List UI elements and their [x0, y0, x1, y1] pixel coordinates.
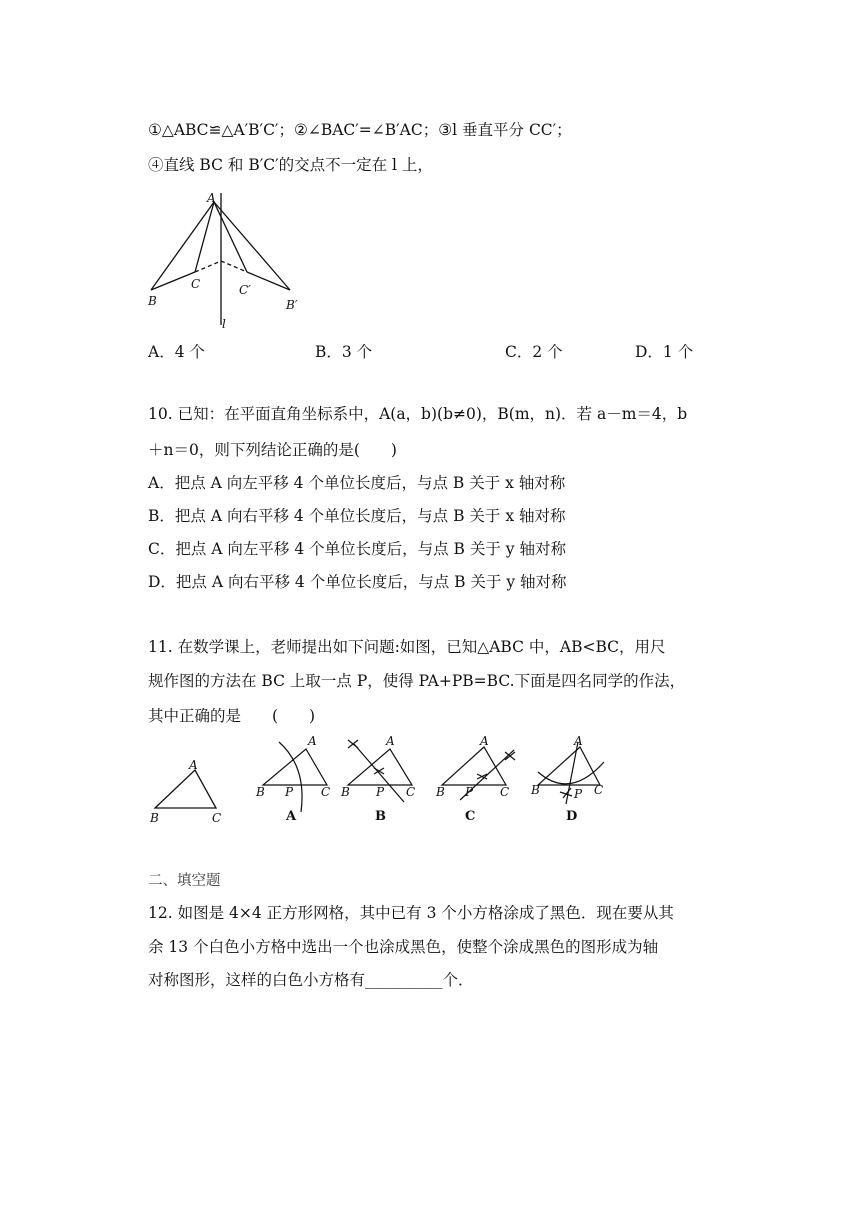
label-P: P [285, 785, 294, 799]
label-B: B [148, 294, 157, 308]
q9-option-c: C．2 个 [505, 343, 563, 361]
caption-a: A [286, 809, 297, 824]
label-C: C [191, 277, 201, 291]
label-C: C [321, 785, 331, 799]
q10-option-c: C．把点 A 向左平移 4 个单位长度后，与点 B 关于 y 轴对称 [148, 540, 566, 558]
section-title: 二、填空题 [148, 873, 221, 889]
q9-reflection-figure [140, 185, 320, 335]
q11-line2: 规作图的方法在 BC 上取一点 P，使得 PA+PB=BC.下面是四名同学的作法， [148, 672, 686, 690]
label-A: A [574, 734, 583, 748]
q11-line3: 其中正确的是 ( ) [148, 707, 316, 725]
q11-construction-d [530, 732, 620, 827]
label-B: B [341, 785, 350, 799]
label-B: B [150, 811, 159, 825]
label-C: C [500, 785, 510, 799]
label-l: l [222, 317, 226, 331]
label-C-prime: C′ [239, 283, 251, 297]
q10-option-d: D．把点 A 向右平移 4 个单位长度后，与点 B 关于 y 轴对称 [148, 573, 567, 591]
q9-option-a: A．4 个 [148, 343, 205, 361]
label-P: P [376, 785, 385, 799]
label-B: B [436, 785, 445, 799]
q12-line2: 余 13 个白色小方格中选出一个也涂成黑色，使整个涂成黑色的图形成为轴 [148, 938, 659, 956]
label-P: P [574, 787, 583, 801]
label-B-prime: B′ [286, 298, 298, 312]
q9-statement-line1: ①△ABC≌△A′B′C′；②∠BAC′=∠B′AC；③l 垂直平分 CC′； [148, 121, 572, 139]
label-C: C [212, 811, 222, 825]
q12-line1: 12. 如图是 4×4 正方形网格，其中已有 3 个小方格涂成了黑色．现在要从其 [148, 904, 674, 922]
q11-construction-c [432, 732, 532, 827]
label-A: A [308, 734, 317, 748]
q9-option-b: B．3 个 [315, 343, 373, 361]
q11-construction-a [255, 732, 340, 827]
q10-option-b: B．把点 A 向右平移 4 个单位长度后，与点 B 关于 x 轴对称 [148, 507, 566, 525]
q11-construction-b [340, 732, 425, 827]
label-B: B [256, 785, 265, 799]
label-A: A [386, 734, 395, 748]
label-A: A [207, 191, 216, 205]
q10-option-a: A．把点 A 向左平移 4 个单位长度后，与点 B 关于 x 轴对称 [148, 474, 566, 492]
label-P: P [465, 785, 474, 799]
label-C: C [594, 783, 604, 797]
q10-line2: ＋n＝0，则下列结论正确的是( ) [148, 441, 397, 459]
q11-line1: 11. 在数学课上，老师提出如下问题:如图，已知△ABC 中，AB<BC，用尺 [148, 638, 666, 656]
label-C: C [406, 785, 416, 799]
q9-option-d: D．1 个 [635, 343, 694, 361]
label-B: B [531, 783, 540, 797]
q11-given-triangle [145, 755, 235, 825]
caption-c: C [465, 809, 476, 824]
q10-line1: 10. 已知：在平面直角坐标系中，A(a，b)(b≠0)，B(m，n)．若 a－m＝4，b [148, 405, 688, 423]
label-A: A [480, 734, 489, 748]
label-A: A [189, 758, 198, 772]
q9-statement-line2: ④直线 BC 和 B′C′的交点不一定在 l 上， [148, 156, 433, 174]
caption-d: D [566, 809, 578, 824]
caption-b: B [375, 809, 386, 824]
q12-line3: 对称图形，这样的白色小方格有__________个． [148, 971, 474, 989]
